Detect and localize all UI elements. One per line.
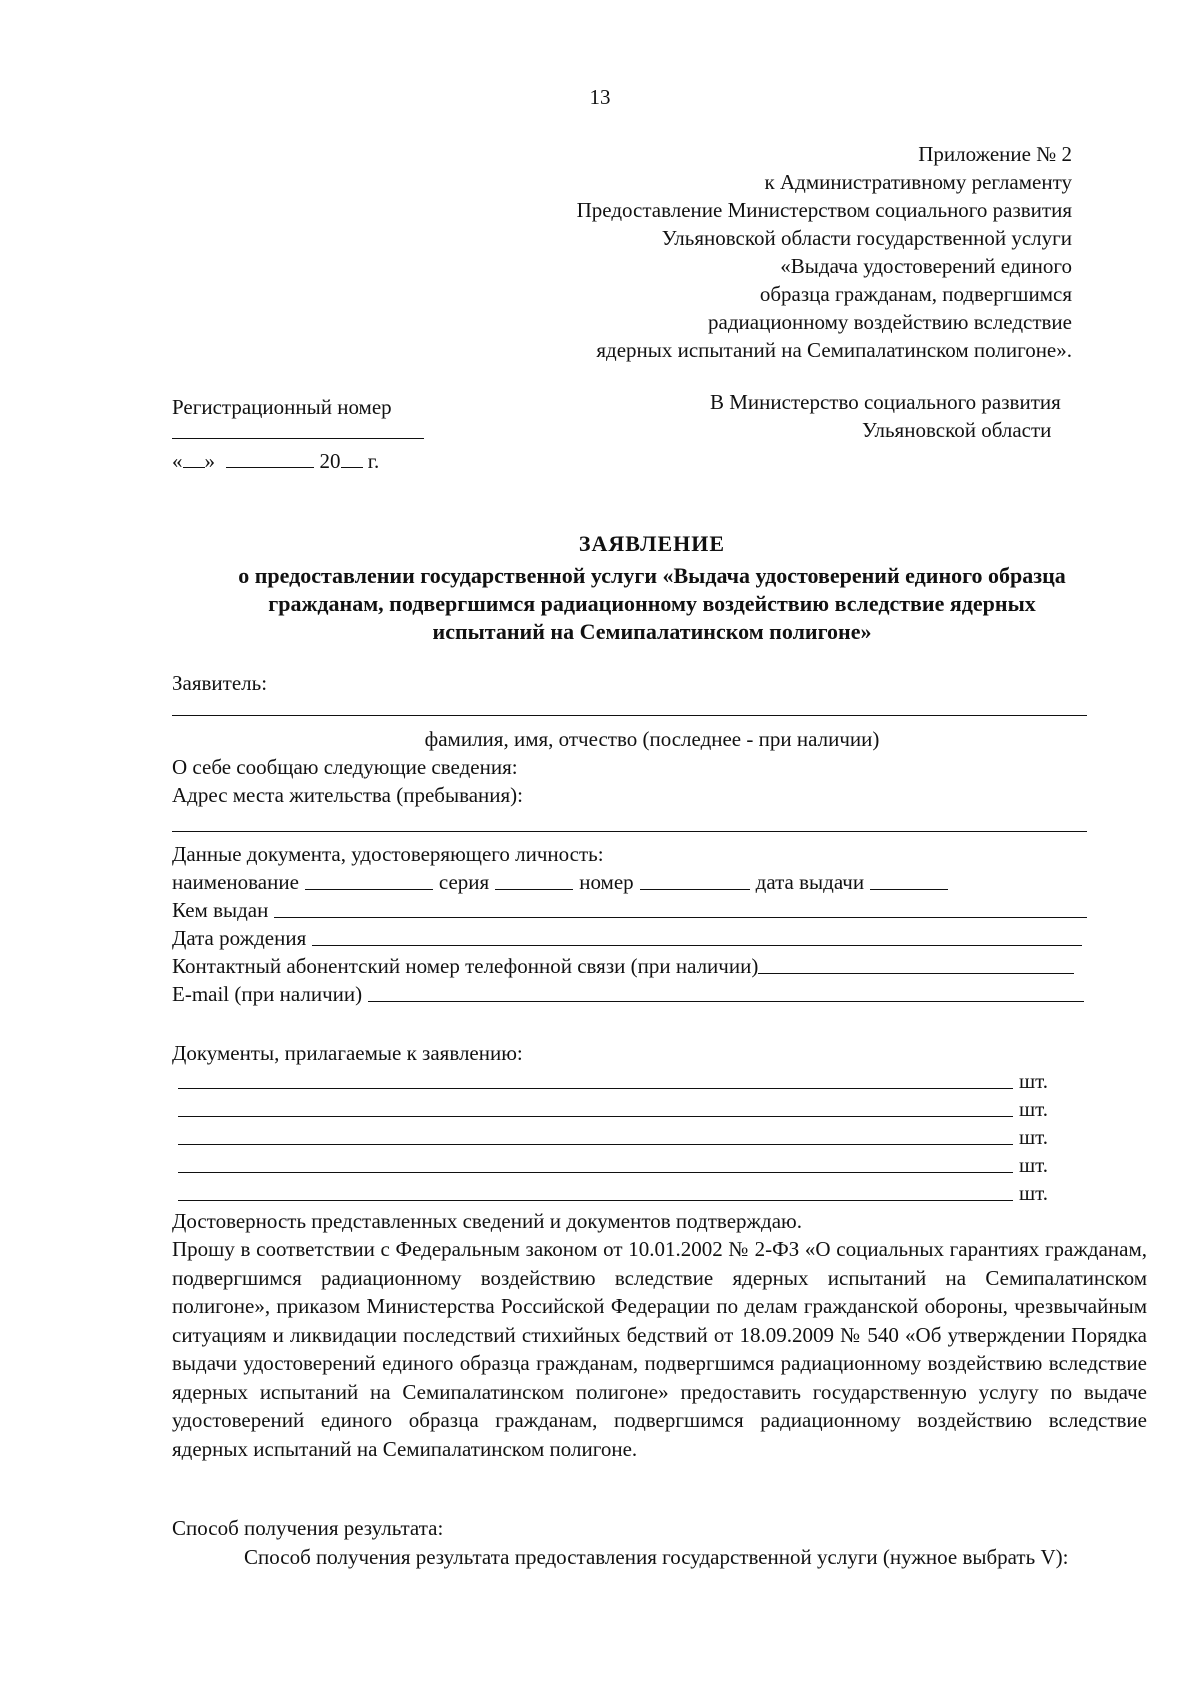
appendix-line: ядерных испытаний на Семипалатинском полигоне».: [596, 338, 1072, 362]
title-line: о предоставлении государственной услуги «Выдача удостоверений единого образца: [238, 563, 1066, 588]
title-line: гражданам, подвергшимся радиационному воздействию вследствие ядерных: [268, 591, 1036, 616]
birth-date-field[interactable]: [312, 945, 1082, 946]
result-method-heading: Способ получения результата:: [172, 1516, 444, 1540]
appendix-line: образца гражданам, подвергшимся: [759, 282, 1072, 306]
email-label: E-mail (при наличии): [172, 982, 363, 1006]
issued-by-row: [172, 897, 1087, 923]
appendix-line: Ульяновской области государственной услуги: [661, 226, 1072, 250]
address-label: Адрес места жительства (пребывания):: [172, 783, 524, 807]
request-paragraph: Прошу в соответствии с Федеральным законом от 10.01.2002 № 2-ФЗ «О социальных гарантиях гражданам, подвергшимся радиационному воздействию вследствие ядерных испытаний на Семипалатинском полигоне», приказом Министерства Российской Федерации по делам гражданской обороны, чрезвычайным ситуациям и ликвидации последствий стихийных бедствий от 18.09.2009 № 540 «Об утверждении Порядка выдачи удостоверений единого образца гражданам, подвергшимся радиационному воздействию вследствие ядерных испытаний на Семипалатинском полигоне» предоставить государственную услугу по выдаче удостоверений единого образца гражданам, подвергшимся радиационному воздействию вследствие ядерных испытаний на Семипалатинском полигоне.: [172, 1237, 1147, 1461]
registration-date: [172, 448, 379, 474]
attachment-field[interactable]: [178, 1172, 1013, 1173]
year-prefix: 20: [319, 449, 341, 473]
attachments-heading: Документы, прилагаемые к заявлению:: [172, 1041, 523, 1065]
address-field[interactable]: [172, 831, 1087, 832]
date-open-quote: «: [172, 449, 183, 473]
attachment-row: [178, 1068, 1048, 1094]
attachment-unit: шт.: [1018, 1181, 1048, 1205]
month-field[interactable]: [226, 449, 314, 468]
registration-number-field[interactable]: [172, 438, 424, 439]
doc-name-field[interactable]: [305, 889, 433, 890]
birth-date-label: Дата рождения: [172, 926, 307, 950]
doc-number-label: номер: [579, 870, 634, 894]
title-line: испытаний на Семипалатинском полигоне»: [432, 619, 872, 644]
result-method-text: Способ получения результата предоставления государственной услуги (нужное выбрать V):: [244, 1545, 1069, 1569]
identity-doc-heading: Данные документа, удостоверяющего личность:: [172, 842, 604, 866]
birth-date-row: [172, 925, 1082, 951]
attachment-field[interactable]: [178, 1116, 1013, 1117]
attachment-field[interactable]: [178, 1088, 1013, 1089]
appendix-line: радиационному воздействию вследствие: [708, 310, 1072, 334]
attachment-unit: шт.: [1018, 1125, 1048, 1149]
title-heading: ЗАЯВЛЕНИЕ: [578, 531, 726, 556]
phone-field[interactable]: [758, 973, 1074, 974]
addressee-block: [710, 388, 1130, 444]
addressee-line: Ульяновской области: [862, 418, 1052, 442]
doc-issue-date-label: дата выдачи: [755, 870, 865, 894]
issued-by-field[interactable]: [274, 917, 1087, 918]
attachment-row: [178, 1124, 1048, 1150]
appendix-line: Предоставление Министерством социального развития: [576, 198, 1072, 222]
email-row: [172, 981, 1084, 1007]
application-title: [172, 530, 1132, 646]
attachment-unit: шт.: [1018, 1097, 1048, 1121]
doc-name-label: наименование: [172, 870, 299, 894]
attachment-row: [178, 1180, 1048, 1206]
day-field[interactable]: [183, 449, 205, 468]
applicant-name-caption: фамилия, имя, отчество (последнее - при наличии): [424, 727, 880, 751]
doc-issue-date-field[interactable]: [870, 889, 948, 890]
attachment-unit: шт.: [1018, 1153, 1048, 1177]
attachment-field[interactable]: [178, 1200, 1013, 1201]
attachment-row: [178, 1096, 1048, 1122]
info-intro: О себе сообщаю следующие сведения:: [172, 755, 518, 779]
doc-series-label: серия: [438, 870, 490, 894]
email-field[interactable]: [368, 1001, 1084, 1002]
applicant-label: Заявитель:: [172, 671, 268, 695]
addressee-line: В Министерство социального развития: [710, 390, 1061, 414]
attachment-unit: шт.: [1018, 1069, 1048, 1093]
registration-number-label: Регистрационный номер: [172, 395, 392, 419]
phone-row: [172, 953, 1074, 979]
applicant-name-field[interactable]: [172, 715, 1087, 716]
appendix-line: Приложение № 2: [918, 142, 1072, 166]
year-field[interactable]: [341, 449, 363, 468]
appendix-block: [432, 140, 1072, 364]
attachment-row: [178, 1152, 1048, 1178]
doc-number-field[interactable]: [640, 889, 750, 890]
confirmation-text: Достоверность представленных сведений и документов подтверждаю.: [172, 1209, 802, 1233]
appendix-line: к Административному регламенту: [764, 170, 1072, 194]
date-close-quote: »: [204, 449, 215, 473]
doc-series-field[interactable]: [495, 889, 573, 890]
page-number: 13: [589, 85, 611, 109]
year-suffix: г.: [367, 449, 380, 473]
attachment-field[interactable]: [178, 1144, 1013, 1145]
phone-label: Контактный абонентский номер телефонной связи (при наличии): [172, 954, 759, 978]
issued-by-label: Кем выдан: [172, 898, 269, 922]
identity-doc-row: [172, 869, 1042, 895]
appendix-line: «Выдача удостоверений единого: [780, 254, 1072, 278]
